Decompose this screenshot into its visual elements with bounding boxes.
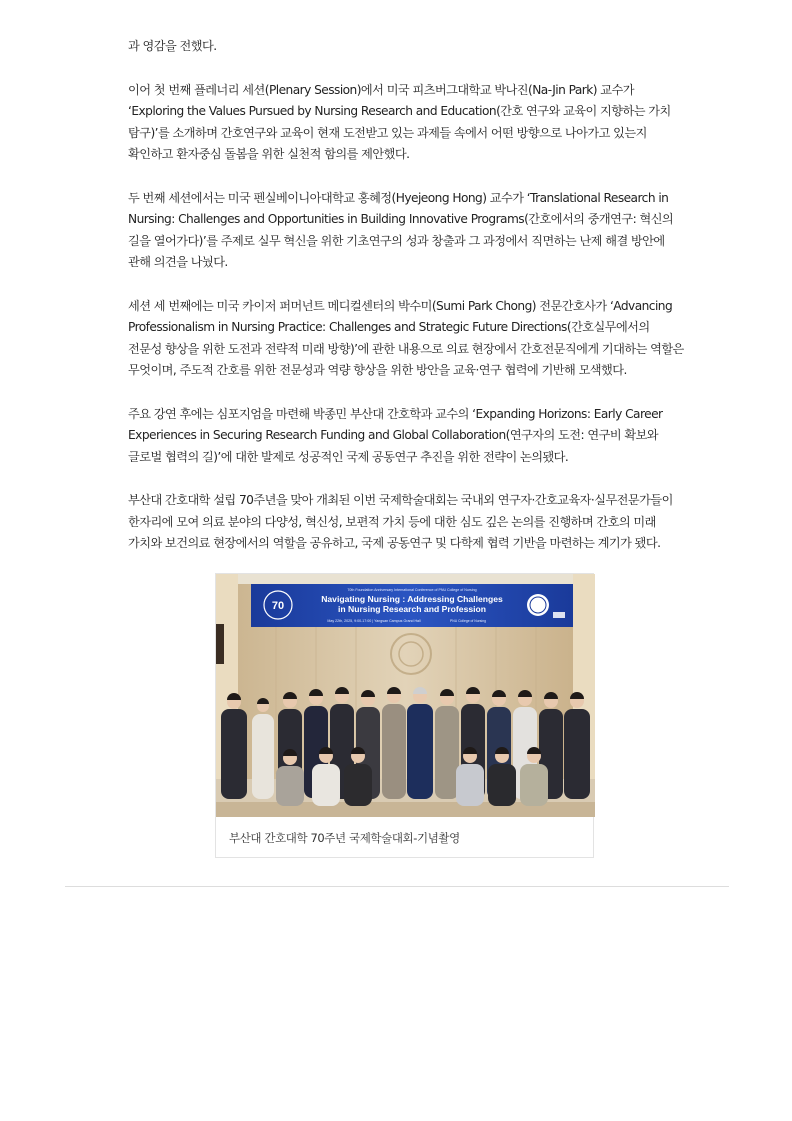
paragraph: 주요 강연 후에는 심포지엄을 마련해 박종민 부산대 간호학과 교수의 ‘Expanding Horizons: Early Career Experiences in Securing Research Funding and Global Collaboration(연구자의 도전: 연구비 확보와 글로벌 협력의 길)’에 대한 발제로 성공적인 국제 공동연구 추진을 위한 전략이 논의됐다. (128, 406, 663, 464)
group-photo (216, 574, 595, 817)
banner-org: PNU College of Nursing (450, 619, 486, 623)
paragraph: 세션 세 번째에는 미국 카이저 퍼머넌트 메디컬센터의 박수미(Sumi Park Chong) 전문간호사가 ‘Advancing Professionalism in Nursing Practice: Challenges and Strategic Future Directions(간호실무에서의 전문성 향상을 위한 도전과 전략적 미래 방향)’에 관한 내용으로 의료 현장에서 간호전문직에게 기대하는 역할은 무엇이며, 주도적 간호를 위한 전문성과 역량 향상을 위한 방안을 교육·연구 협력에 기반해 모색했다. (128, 298, 684, 377)
banner-info: May 22th, 2025, 9:00-17:00 | Yangsan Campus Grand Hall (327, 619, 421, 623)
group-photo-illustration (216, 574, 595, 817)
photo-caption: 부산대 간호대학 70주년 국제학술대회-기념촬영 (229, 831, 460, 845)
banner-title-line1: Navigating Nursing : Addressing Challenges (321, 594, 503, 604)
paragraph: 과 영감을 전했다. (128, 39, 217, 53)
section-divider (65, 886, 729, 887)
svg-text:70: 70 (271, 600, 285, 612)
conference-banner (251, 584, 573, 627)
paragraph: 두 번째 세션에서는 미국 펜실베이니아대학교 홍혜정(Hyejeong Hong) 교수가 ‘Translational Research in Nursing: Challenges and Opportunities in Building Innovative Programs(간호에서의 중개연구: 혁신의 길을 열어가다)’를 주제로 실무 혁신을 위한 기초연구의 성과 창출과 그 과정에서 직면하는 난제 해결 방안에 관해 의견을 나눴다. (128, 190, 674, 269)
paragraph: 이어 첫 번째 플레너리 세션(Plenary Session)에서 미국 피츠버그대학교 박나진(Na-Jin Park) 교수가 ‘Exploring the Values Pursued by Nursing Research and Education(간호 연구와 교육이 지향하는 가치 탐구)’를 소개하며 간호연구와 교육이 현재 도전받고 있는 과제들 속에서 어떤 방향으로 나아가고 있는지 확인하고 환자중심 돌봄을 위한 실천적 함의를 제안했다. (128, 82, 671, 161)
photo-figure (215, 573, 594, 858)
banner-title-line2: in Nursing Research and Profession (337, 604, 487, 614)
banner-top-line: 70th Foundation Anniversary International Conference of PNU College of Nursing (347, 588, 477, 592)
article-body (128, 36, 684, 577)
paragraph: 부산대 간호대학 설립 70주년을 맞아 개최된 이번 국제학술대회는 국내외 연구자·간호교육자·실무전문가들이 한자리에 모여 의료 분야의 다양성, 혁신성, 보편적 가치 등에 대한 심도 깊은 논의를 진행하며 간호의 미래 가치와 보건의료 현장에서의 역할을 공유하고, 국제 공동연구 및 다학제 협력 기반을 마련하는 계기가 됐다. (128, 493, 673, 550)
